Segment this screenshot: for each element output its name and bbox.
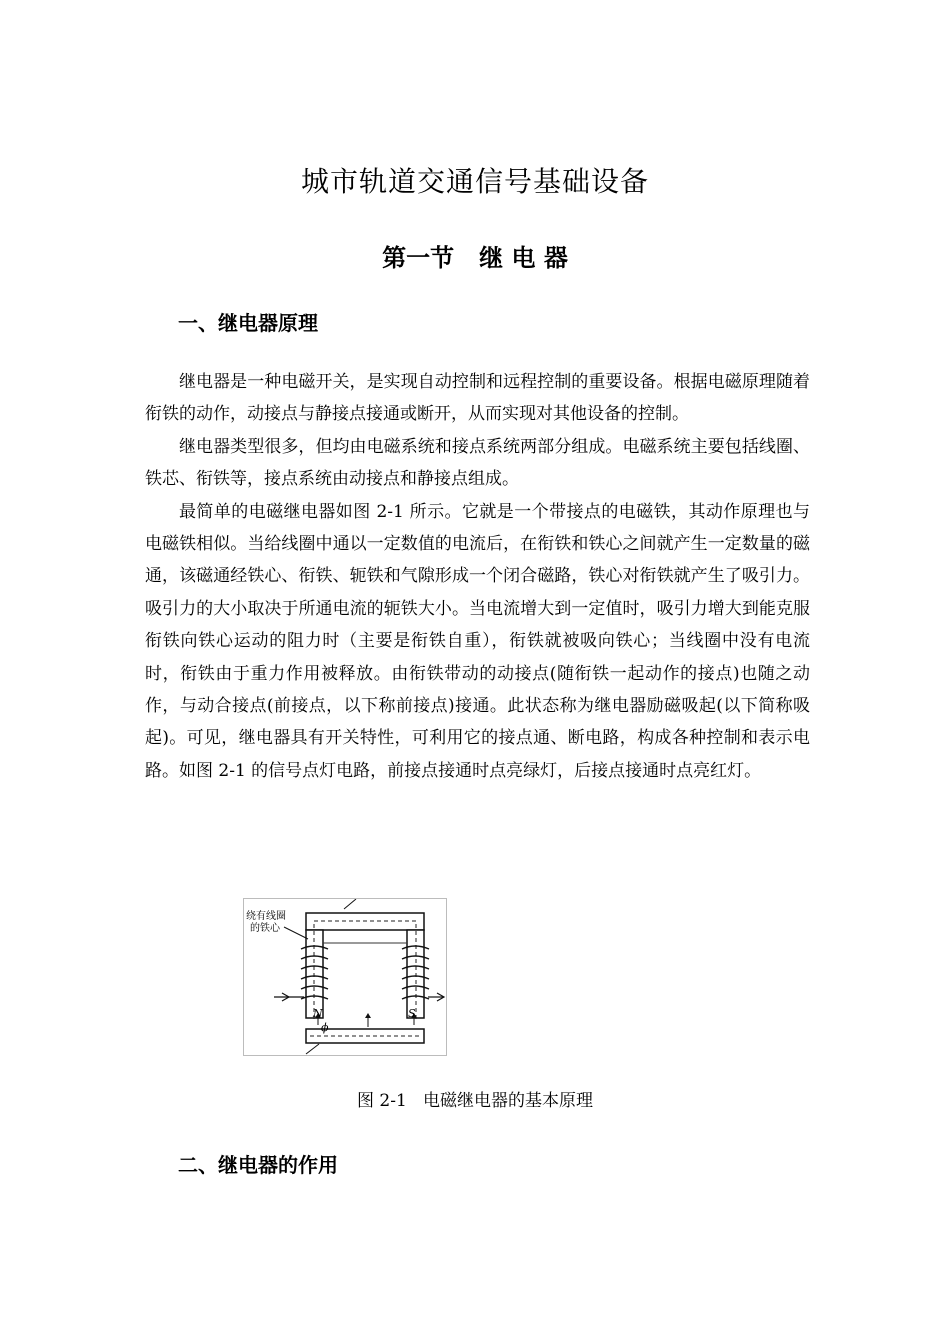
paragraph-2: 继电器类型很多，但均由电磁系统和接点系统两部分组成。电磁系统主要包括线圈、铁芯、衔铁等，接点系统由动接点和静接点组成。 bbox=[145, 436, 810, 490]
figure-caption: 图 2-1 电磁继电器的基本原理 bbox=[357, 1091, 593, 1111]
relay-diagram bbox=[244, 899, 446, 1055]
heading-relay-principle: 一、继电器原理 bbox=[178, 311, 318, 335]
armature-pointer bbox=[306, 1044, 319, 1054]
section-title: 第一节 继 电 器 bbox=[382, 244, 568, 272]
label-pointer bbox=[284, 927, 308, 939]
figure-label-line1: 绕有线圈 bbox=[246, 911, 286, 922]
paragraph-1: 继电器是一种电磁开关，是实现自动控制和远程控制的重要设备。根据电磁原理随着衔铁的动作，动接点与静接点接通或断开，从而实现对其他设备的控制。 bbox=[145, 372, 810, 425]
body-text bbox=[145, 366, 810, 787]
center-force-arrow-head-icon bbox=[365, 1013, 371, 1018]
pole-s-label: S bbox=[408, 1007, 416, 1020]
pole-n-label: N bbox=[313, 1007, 323, 1020]
flux-symbol: ϕ bbox=[321, 1021, 329, 1034]
document-title: 城市轨道交通信号基础设备 bbox=[300, 165, 649, 198]
yoke-pointer bbox=[344, 899, 356, 909]
figure-label-line2: 的铁心 bbox=[250, 923, 280, 934]
relay-principle-figure bbox=[243, 898, 447, 1056]
heading-relay-function: 二、继电器的作用 bbox=[178, 1153, 338, 1177]
flux-path-upper bbox=[314, 921, 416, 1019]
paragraph-3: 最简单的电磁继电器如图 2-1 所示。它就是一个带接点的电磁铁，其动作原理也与电磁铁相似。当给线圈中通以一定数值的电流后，在衔铁和铁心之间就产生一定数量的磁通，该磁通经铁心、衔铁、轭铁和气隙形成一个闭合磁路，铁心对衔铁就产生了吸引力。吸引力的大小取决于所通电流的轭铁大小。当电流增大到一定值时，吸引力增大到能克服衔铁向铁心运动的阻力时（主要是衔铁自重），衔铁就被吸向铁心；当线圈中没有电流时，衔铁由于重力作用被释放。由衔铁带动的动接点(随衔铁一起动作的接点)也随之动作，与动合接点(前接点，以下称前接点)接通。此状态称为继电器励磁吸起(以下简称吸起)。可见，继电器具有开关特性，可利用它的接点通、断电路，构成各种控制和表示电路。如图 2-1 的信号点灯电路，前接点接通时点亮绿灯，后接点接通时点亮红灯。 bbox=[145, 501, 810, 781]
